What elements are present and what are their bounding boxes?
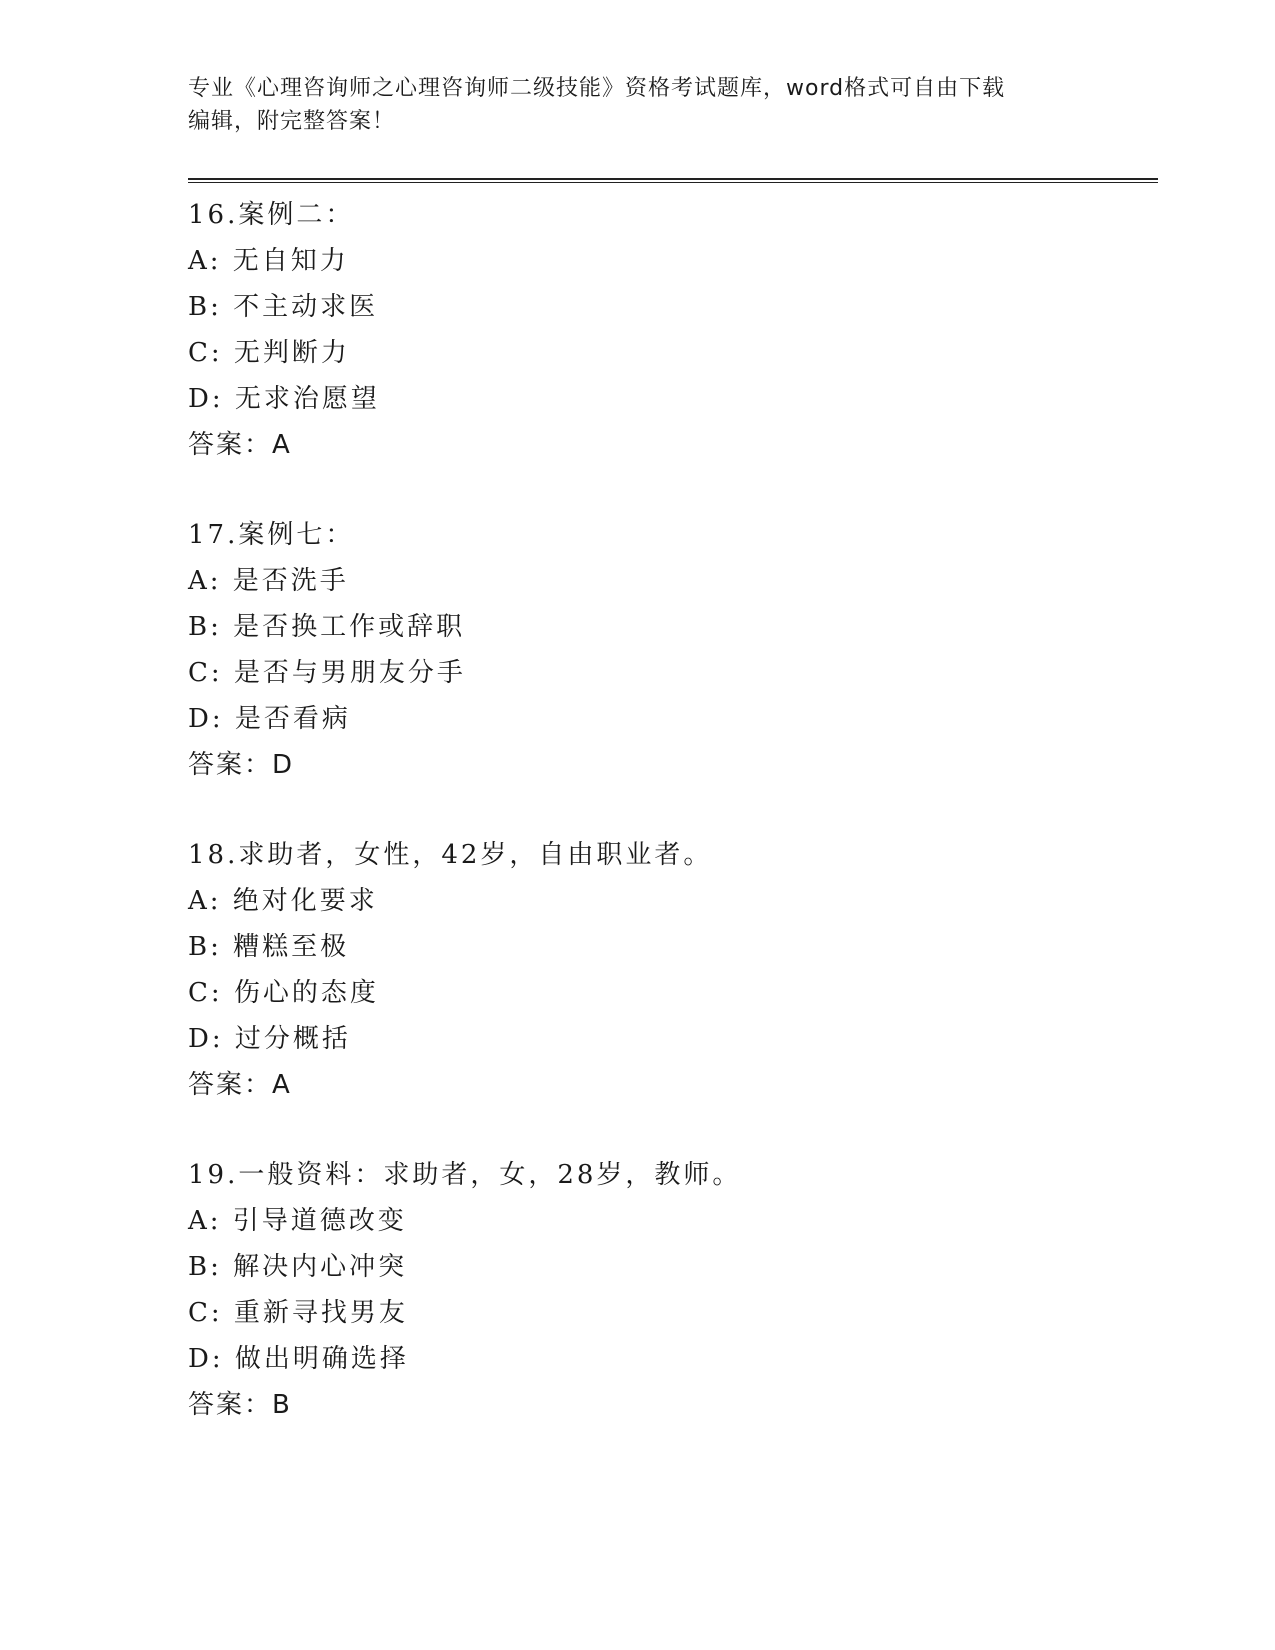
header-line-1: 专业《心理咨询师之心理咨询师二级技能》资格考试题库，word格式可自由下载	[188, 76, 1006, 101]
option-b: B: 不主动求医	[188, 292, 379, 322]
option-b: B: 解决内心冲突	[188, 1252, 408, 1282]
option-d: D: 做出明确选择	[188, 1344, 409, 1374]
header-line-2: 编辑，附完整答案！	[188, 109, 396, 134]
question-16	[188, 192, 1148, 512]
option-a: A: 引导道德改变	[188, 1206, 407, 1236]
option-c: C: 是否与男朋友分手	[188, 658, 466, 688]
header-divider	[188, 178, 1158, 183]
option-b: B: 糟糕至极	[188, 932, 350, 962]
option-d: D: 是否看病	[188, 704, 351, 734]
answer-line: 答案：A	[188, 430, 292, 460]
question-18	[188, 832, 1148, 1152]
option-a: A: 无自知力	[188, 246, 349, 276]
option-c: C: 无判断力	[188, 338, 350, 368]
question-stem: 19.一般资料：求助者，女，28岁，教师。	[188, 1160, 742, 1190]
question-19	[188, 1152, 1148, 1472]
question-list	[188, 192, 1148, 1472]
option-a: A: 是否洗手	[188, 566, 349, 596]
option-b: B: 是否换工作或辞职	[188, 612, 466, 642]
answer-line: 答案：B	[188, 1390, 292, 1420]
option-c: C: 伤心的态度	[188, 978, 379, 1008]
answer-line: 答案：A	[188, 1070, 292, 1100]
question-stem: 16.案例二：	[188, 200, 355, 230]
option-a: A: 绝对化要求	[188, 886, 378, 916]
option-d: D: 无求治愿望	[188, 384, 380, 414]
document-header	[188, 72, 1068, 138]
option-d: D: 过分概括	[188, 1024, 351, 1054]
question-stem: 18.求助者，女性，42岁，自由职业者。	[188, 840, 713, 870]
question-stem: 17.案例七：	[188, 520, 355, 550]
option-c: C: 重新寻找男友	[188, 1298, 408, 1328]
question-17	[188, 512, 1148, 832]
answer-line: 答案：D	[188, 750, 295, 780]
